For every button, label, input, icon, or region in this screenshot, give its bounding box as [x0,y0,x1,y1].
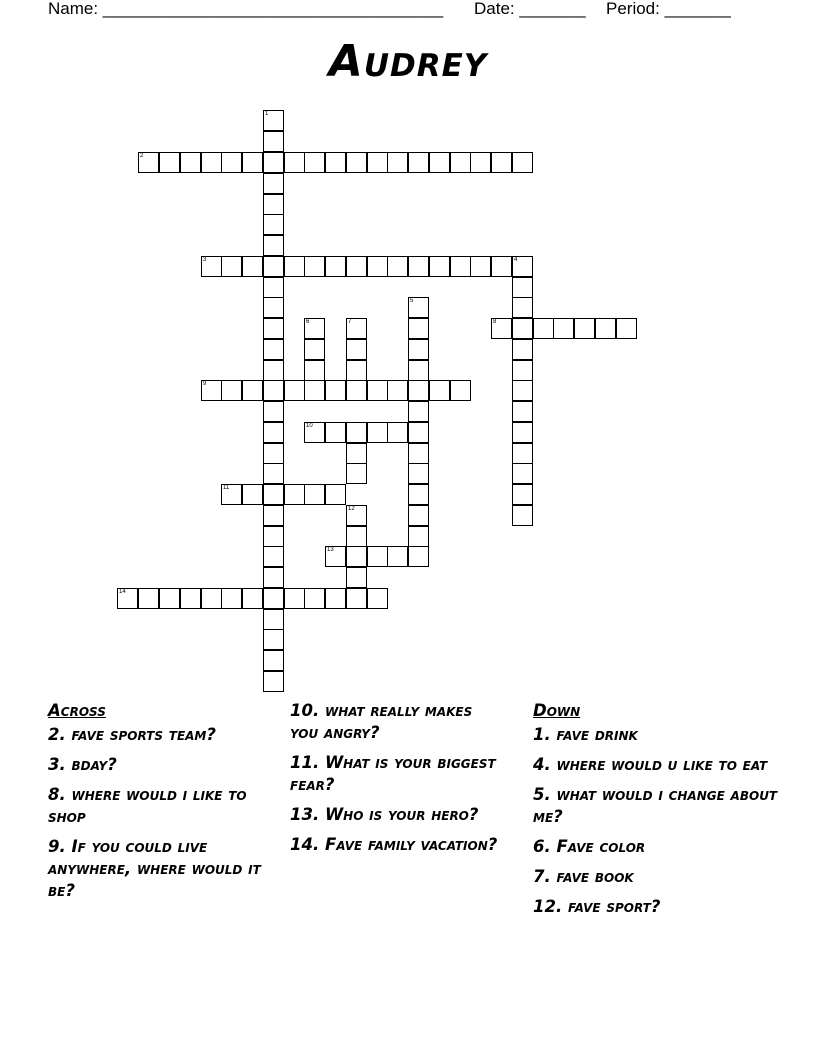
grid-cell[interactable] [221,152,242,173]
clue-number: 5 [410,298,414,304]
grid-cell[interactable] [346,526,367,547]
grid-cell[interactable] [138,588,159,609]
grid-cell[interactable] [304,484,325,505]
grid-cell[interactable] [408,546,429,567]
grid-cell[interactable] [263,214,284,235]
grid-cell[interactable] [263,484,284,505]
clue-across-13: 13. Who is your hero? [290,805,479,824]
grid-cell[interactable] [263,650,284,671]
grid-cell[interactable] [263,588,284,609]
grid-cell[interactable] [284,256,305,277]
grid-cell[interactable] [263,505,284,526]
clue-down-4: 4. where would u like to eat [533,755,768,774]
clue-number: 10 [306,423,313,429]
grid-cell-numbered[interactable] [221,484,242,505]
clue-number: 3 [203,257,207,263]
grid-cell-numbered[interactable] [491,318,512,339]
clue-down-7: 7. fave book [533,867,634,886]
grid-cell[interactable] [263,671,284,692]
grid-cell[interactable] [512,505,533,526]
down-heading: Down [533,701,581,720]
grid-cell[interactable] [367,152,388,173]
grid-cell[interactable] [470,152,491,173]
grid-cell[interactable] [429,152,450,173]
grid-cell-numbered[interactable] [346,505,367,526]
grid-cell[interactable] [263,173,284,194]
clue-down-6: 6. Fave color [533,837,646,856]
across-heading: Across [48,701,106,720]
grid-cell[interactable] [346,443,367,464]
grid-cell[interactable] [512,339,533,360]
grid-cell[interactable] [512,443,533,464]
clue-down-1: 1. fave drink [533,725,638,744]
name-field[interactable]: Name: ____________________________________ [48,0,444,18]
grid-cell[interactable] [263,194,284,215]
grid-cell[interactable] [304,152,325,173]
grid-cell[interactable] [553,318,574,339]
grid-cell[interactable] [408,256,429,277]
clue-down-12: 12. fave sport? [533,897,661,916]
clue-across-10: 10. what really makes you angry? [290,701,473,742]
grid-cell[interactable] [470,256,491,277]
grid-cell[interactable] [408,443,429,464]
grid-cell[interactable] [387,380,408,401]
grid-cell[interactable] [346,546,367,567]
grid-cell[interactable] [180,588,201,609]
clue-number: 1 [265,111,269,117]
grid-cell[interactable] [346,422,367,443]
grid-cell[interactable] [263,526,284,547]
grid-cell[interactable] [325,484,346,505]
grid-cell[interactable] [263,256,284,277]
grid-cell-numbered[interactable] [201,380,222,401]
grid-cell[interactable] [304,256,325,277]
puzzle-title: Audrey [328,36,488,87]
grid-cell[interactable] [304,380,325,401]
grid-cell[interactable] [429,380,450,401]
grid-cell[interactable] [408,484,429,505]
grid-cell[interactable] [387,256,408,277]
clue-across-8: 8. where would i like to shop [48,785,247,826]
across-clues-column [48,700,288,910]
grid-cell[interactable] [263,567,284,588]
grid-cell[interactable] [512,318,533,339]
grid-cell[interactable] [263,339,284,360]
grid-cell[interactable] [346,567,367,588]
grid-cell-numbered[interactable] [408,297,429,318]
grid-cell[interactable] [512,422,533,443]
grid-cell[interactable] [346,256,367,277]
grid-cell[interactable] [346,152,367,173]
grid-cell-numbered[interactable] [346,318,367,339]
clue-number: 8 [493,319,497,325]
clue-number: 4 [514,257,518,263]
grid-cell[interactable] [450,152,471,173]
grid-cell[interactable] [284,380,305,401]
grid-cell[interactable] [325,588,346,609]
grid-cell[interactable] [408,463,429,484]
grid-cell[interactable] [304,588,325,609]
clue-across-14: 14. Fave family vacation? [290,835,498,854]
period-field[interactable]: Period: _______ [606,0,731,18]
grid-cell-numbered[interactable] [263,110,284,131]
grid-cell[interactable] [242,380,263,401]
clue-across-11: 11. What is your biggest fear? [290,753,496,794]
grid-cell[interactable] [242,256,263,277]
grid-cell[interactable] [180,152,201,173]
grid-cell[interactable] [491,152,512,173]
grid-cell[interactable] [512,463,533,484]
grid-cell-numbered[interactable] [512,256,533,277]
clue-down-5: 5. what would i change about me? [533,785,778,826]
grid-cell[interactable] [346,380,367,401]
clue-number: 6 [306,319,310,325]
grid-cell[interactable] [263,360,284,381]
clue-across-9: 9. If you could live anywhere, where would it be? [48,837,261,900]
grid-cell[interactable] [263,380,284,401]
grid-cell-numbered[interactable] [304,422,325,443]
grid-cell[interactable] [512,380,533,401]
grid-cell[interactable] [242,588,263,609]
grid-cell[interactable] [512,401,533,422]
grid-cell[interactable] [346,588,367,609]
grid-cell[interactable] [408,360,429,381]
grid-cell[interactable] [595,318,616,339]
clue-number: 13 [327,547,334,553]
grid-cell[interactable] [263,277,284,298]
grid-cell[interactable] [574,318,595,339]
grid-cell[interactable] [242,484,263,505]
grid-cell-numbered[interactable] [325,546,346,567]
grid-cell[interactable] [221,588,242,609]
grid-cell-numbered[interactable] [138,152,159,173]
grid-cell[interactable] [367,256,388,277]
grid-cell[interactable] [346,360,367,381]
grid-cell[interactable] [450,256,471,277]
clue-number: 9 [203,381,207,387]
grid-cell[interactable] [512,360,533,381]
date-field[interactable]: Date: _______ [474,0,586,18]
grid-cell[interactable] [304,339,325,360]
grid-cell[interactable] [387,152,408,173]
clue-across-2: 2. fave sports team? [48,725,216,744]
grid-cell[interactable] [367,422,388,443]
grid-cell[interactable] [263,463,284,484]
grid-cell[interactable] [408,401,429,422]
clue-number: 12 [348,506,355,512]
grid-cell[interactable] [284,152,305,173]
grid-cell[interactable] [221,380,242,401]
clue-across-3: 3. bday? [48,755,117,774]
grid-cell[interactable] [263,546,284,567]
grid-cell[interactable] [263,422,284,443]
grid-cell[interactable] [408,318,429,339]
grid-cell-numbered[interactable] [201,256,222,277]
grid-cell[interactable] [408,526,429,547]
grid-cell-numbered[interactable] [117,588,138,609]
clue-number: 11 [223,485,230,491]
grid-cell[interactable] [408,339,429,360]
grid-cell[interactable] [408,422,429,443]
grid-cell[interactable] [263,401,284,422]
grid-cell[interactable] [325,380,346,401]
grid-cell[interactable] [284,484,305,505]
grid-cell[interactable] [221,256,242,277]
grid-cell[interactable] [263,297,284,318]
grid-cell[interactable] [159,588,180,609]
grid-cell[interactable] [367,588,388,609]
grid-cell[interactable] [367,380,388,401]
grid-cell[interactable] [242,152,263,173]
grid-cell[interactable] [616,318,637,339]
grid-cell[interactable] [263,318,284,339]
grid-cell[interactable] [491,256,512,277]
across-clues-column-2 [290,700,505,864]
grid-cell[interactable] [429,256,450,277]
down-clues-column [533,700,783,926]
grid-cell[interactable] [325,152,346,173]
grid-cell[interactable] [263,152,284,173]
grid-cell[interactable] [263,609,284,630]
grid-cell[interactable] [408,380,429,401]
clue-number: 2 [140,153,144,159]
grid-cell[interactable] [346,339,367,360]
grid-cell[interactable] [408,152,429,173]
grid-cell[interactable] [263,629,284,650]
clue-number: 7 [348,319,352,325]
grid-cell[interactable] [325,422,346,443]
grid-cell[interactable] [512,484,533,505]
grid-cell[interactable] [512,277,533,298]
grid-cell[interactable] [201,588,222,609]
grid-cell[interactable] [367,546,388,567]
grid-cell[interactable] [325,256,346,277]
grid-cell[interactable] [284,588,305,609]
grid-cell[interactable] [263,235,284,256]
clue-number: 14 [119,589,126,595]
grid-cell[interactable] [512,297,533,318]
grid-cell[interactable] [450,380,471,401]
grid-cell[interactable] [263,443,284,464]
grid-cell[interactable] [533,318,554,339]
grid-cell[interactable] [159,152,180,173]
grid-cell[interactable] [408,505,429,526]
grid-cell[interactable] [387,546,408,567]
grid-cell[interactable] [263,131,284,152]
grid-cell[interactable] [512,152,533,173]
grid-cell-numbered[interactable] [304,318,325,339]
grid-cell[interactable] [304,360,325,381]
grid-cell[interactable] [387,422,408,443]
grid-cell[interactable] [346,463,367,484]
grid-cell[interactable] [201,152,222,173]
